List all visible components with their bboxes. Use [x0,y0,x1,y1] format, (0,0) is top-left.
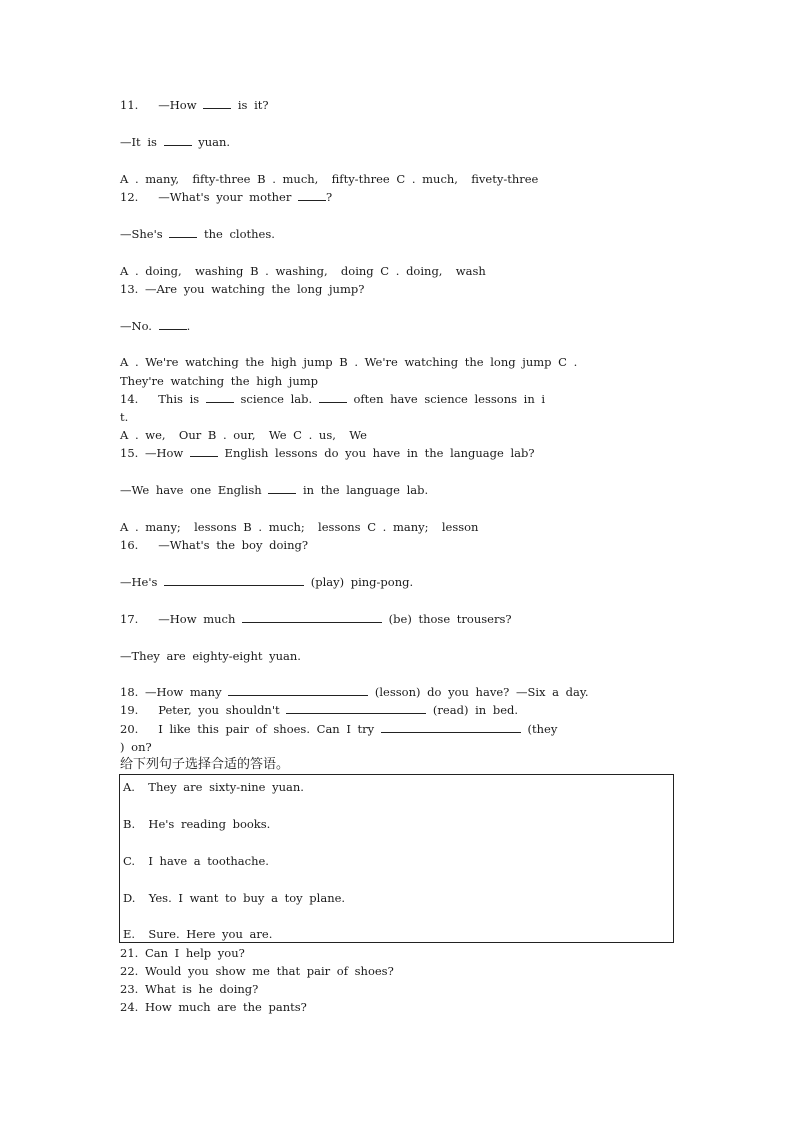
match-question-21: 21. Can I help you? [120,946,245,960]
match-question-22: 22. Would you show me that pair of shoes? [120,964,394,978]
answer-option-e: E. Sure. Here you are. [123,927,273,941]
answer-option-a: A. They are sixty-nine yuan. [123,780,304,794]
answer-blank[interactable] [298,190,326,201]
answer-option-b: B. He's reading books. [123,817,271,831]
answer-blank[interactable] [190,446,218,457]
answer-blank[interactable] [268,483,296,494]
question-12: 12. —What's your mother ? [120,190,333,204]
options-15: A . many; lessons B . much; lessons C . many; lesson [120,520,479,534]
question-number: 17. [120,612,139,626]
options-14: A . we, Our B . our, We C . us, We [120,428,367,442]
question-number: 20. [120,722,139,736]
question-number: 19. [120,703,139,717]
question-20: 20. I like this pair of shoes. Can I try (they [120,722,558,736]
question-number: 16. [120,538,139,552]
answer-blank[interactable] [206,392,234,403]
match-question-24: 24. How much are the pants? [120,1000,307,1014]
answer-line-11: —It is yuan. [120,135,231,149]
question-number: 13. [120,282,139,296]
section-title: 给下列句子选择合适的答语。 [120,757,290,772]
question-19: 19. Peter, you shouldn't (read) in bed. [120,703,519,717]
question-20-wrap: ) on? [120,740,152,754]
question-15: 15. —How English lessons do you have in the language lab? [120,446,535,460]
question-number: 18. [120,685,139,699]
answer-option-d: D. Yes. I want to buy a toy plane. [123,891,346,905]
answer-blank[interactable] [169,227,197,238]
question-number: 11. [120,98,139,112]
options-13-line2: They're watching the high jump [120,374,319,388]
question-14: 14. This is science lab. often have science lessons in i [120,392,546,406]
answer-blank[interactable] [203,98,231,109]
answer-blank[interactable] [381,722,521,733]
question-number: 15. [120,446,139,460]
answer-blank[interactable] [159,319,187,330]
answer-blank[interactable] [164,135,192,146]
question-17: 17. —How much (be) those trousers? [120,612,512,626]
options-11: A . many, fifty-three B . much, fifty-three C . much, fivety-three [120,172,539,186]
answer-options-box [119,774,674,943]
question-16: 16. —What's the boy doing? [120,538,309,552]
answer-blank[interactable] [319,392,347,403]
answer-blank[interactable] [164,575,304,586]
answer-blank[interactable] [286,703,426,714]
answer-blank[interactable] [228,685,368,696]
answer-line-16: —He's (play) ping-pong. [120,575,414,589]
question-number: 14. [120,392,139,406]
options-12: A . doing, washing B . washing, doing C . doing, wash [120,264,486,278]
options-13-line1: A . We're watching the high jump B . We're watching the long jump C . [120,355,578,369]
match-question-23: 23. What is he doing? [120,982,259,996]
question-18: 18. —How many (lesson) do you have? —Six a day. [120,685,589,699]
question-number: 12. [120,190,139,204]
question-13: 13. —Are you watching the long jump? [120,282,365,296]
answer-line-12: —She's the clothes. [120,227,275,241]
answer-line-17: —They are eighty-eight yuan. [120,649,301,663]
answer-line-15: —We have one English in the language lab. [120,483,429,497]
answer-line-13: —No. . [120,319,191,333]
question-14-wrap: t. [120,410,129,424]
answer-blank[interactable] [242,612,382,623]
question-11: 11. —How is it? [120,98,269,112]
answer-option-c: C. I have a toothache. [123,854,269,868]
